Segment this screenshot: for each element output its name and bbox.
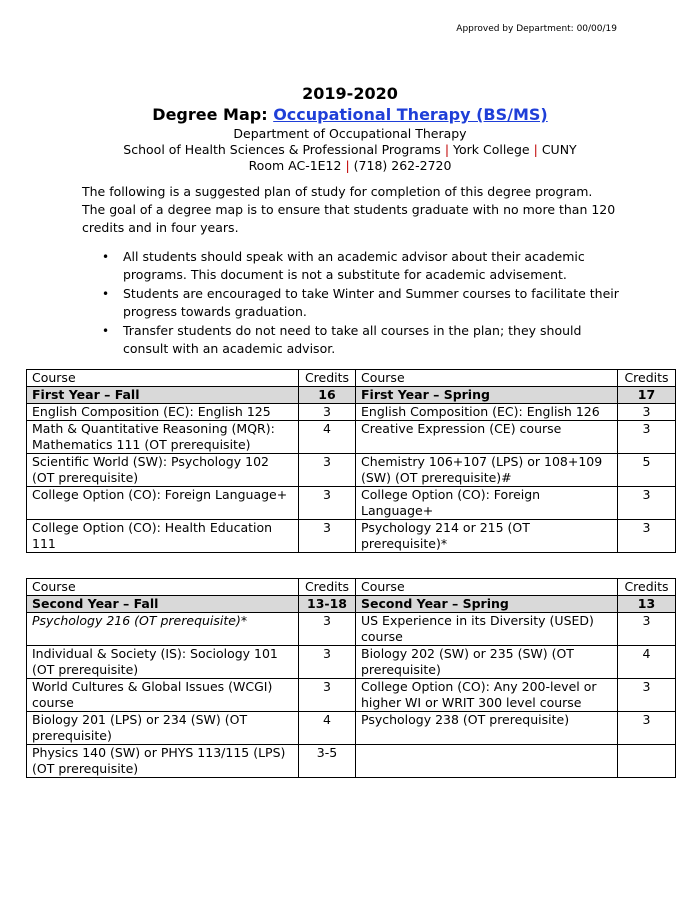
course-cell <box>356 745 618 778</box>
table-row <box>27 646 676 679</box>
course-cell: Biology 202 (SW) or 235 (SW) (OT prerequisite) <box>356 646 618 679</box>
table-header-row <box>27 579 676 596</box>
credits-cell: 3 <box>299 646 356 679</box>
course-cell: Psychology 238 (OT prerequisite) <box>356 712 618 745</box>
course-cell: Chemistry 106+107 (LPS) or 108+109 (SW) (OT prerequisite)# <box>356 454 618 487</box>
credits-cell: 3 <box>299 613 356 646</box>
course-cell: Biology 201 (LPS) or 234 (SW) (OT prerequisite) <box>27 712 299 745</box>
college-name: York College <box>453 142 530 157</box>
credits-cell: 3 <box>618 712 676 745</box>
course-cell: English Composition (EC): English 125 <box>27 404 299 421</box>
program-link[interactable]: Occupational Therapy (BS/MS) <box>273 105 548 124</box>
credits-cell: 3 <box>299 487 356 520</box>
semester-credits: 16 <box>299 387 356 404</box>
credits-cell: 4 <box>618 646 676 679</box>
approval-note: Approved by Department: 00/00/19 <box>456 24 617 34</box>
list-item: • All students should speak with an academic advisor about their academic programs. This document is not a substitute for academic advisement. <box>82 248 622 284</box>
credits-cell: 3-5 <box>299 745 356 778</box>
column-header: Credits <box>618 579 676 596</box>
semester-credits: 13 <box>618 596 676 613</box>
course-cell: College Option (CO): Any 200-level or higher WI or WRIT 300 level course <box>356 679 618 712</box>
document-header <box>0 84 700 174</box>
first-year-table <box>26 369 676 553</box>
title-prefix: Degree Map: <box>152 105 274 124</box>
course-cell: College Option (CO): Foreign Language+ <box>27 487 299 520</box>
separator: | <box>345 158 350 173</box>
credits-cell: 3 <box>618 679 676 712</box>
semester-credits: 13-18 <box>299 596 356 613</box>
column-header: Credits <box>299 370 356 387</box>
phone-number: (718) 262-2720 <box>353 158 452 173</box>
column-header: Course <box>27 370 299 387</box>
school-name: School of Health Sciences & Professional Programs <box>123 142 441 157</box>
course-cell: Physics 140 (SW) or PHYS 113/115 (LPS) (OT prerequisite) <box>27 745 299 778</box>
table-row <box>27 404 676 421</box>
table-row <box>27 421 676 454</box>
credits-cell: 4 <box>299 712 356 745</box>
column-header: Credits <box>618 370 676 387</box>
credits-cell: 3 <box>618 404 676 421</box>
semester-credits: 17 <box>618 387 676 404</box>
course-cell: Creative Expression (CE) course <box>356 421 618 454</box>
table-row <box>27 487 676 520</box>
system-name: CUNY <box>541 142 577 157</box>
course-cell: Math & Quantitative Reasoning (MQR): Mathematics 111 (OT prerequisite) <box>27 421 299 454</box>
table-row <box>27 679 676 712</box>
semester-row <box>27 387 676 404</box>
page-title <box>0 104 700 126</box>
course-cell: College Option (CO): Foreign Language+ <box>356 487 618 520</box>
credits-cell: 5 <box>618 454 676 487</box>
table-header-row <box>27 370 676 387</box>
list-item: • Students are encouraged to take Winter and Summer courses to facilitate their progress towards graduation. <box>82 285 622 321</box>
credits-cell: 3 <box>299 454 356 487</box>
table-row <box>27 520 676 553</box>
credits-cell: 3 <box>299 520 356 553</box>
table-row <box>27 454 676 487</box>
semester-label: First Year – Fall <box>27 387 299 404</box>
intro-paragraph: The following is a suggested plan of study for completion of this degree program. The goal of a degree map is to ensure that students graduate with no more than 120 credits and in four years. <box>82 184 616 235</box>
column-header: Course <box>356 370 618 387</box>
credits-cell: 3 <box>618 421 676 454</box>
credits-cell: 3 <box>618 613 676 646</box>
course-cell: College Option (CO): Health Education 111 <box>27 520 299 553</box>
course-cell: Scientific World (SW): Psychology 102 (OT prerequisite) <box>27 454 299 487</box>
credits-cell <box>618 745 676 778</box>
column-header: Course <box>27 579 299 596</box>
separator: | <box>533 142 538 157</box>
list-item: • Transfer students do not need to take all courses in the plan; they should consult with an academic advisor. <box>82 322 622 358</box>
course-cell: English Composition (EC): English 126 <box>356 404 618 421</box>
credits-cell: 4 <box>299 421 356 454</box>
semester-label: First Year – Spring <box>356 387 618 404</box>
course-cell: Psychology 214 or 215 (OT prerequisite)* <box>356 520 618 553</box>
table-row <box>27 745 676 778</box>
credits-cell: 3 <box>618 487 676 520</box>
table-row <box>27 613 676 646</box>
separator: | <box>444 142 450 157</box>
course-cell: Psychology 216 (OT prerequisite)* <box>27 613 299 646</box>
second-year-table <box>26 578 676 778</box>
course-cell: US Experience in its Diversity (USED) course <box>356 613 618 646</box>
academic-year: 2019-2020 <box>302 84 398 103</box>
room-number: Room AC-1E12 <box>248 158 342 173</box>
table-row <box>27 712 676 745</box>
column-header: Credits <box>299 579 356 596</box>
course-cell: Individual & Society (IS): Sociology 101 (OT prerequisite) <box>27 646 299 679</box>
semester-label: Second Year – Spring <box>356 596 618 613</box>
credits-cell: 3 <box>299 404 356 421</box>
guidance-list <box>82 248 622 359</box>
semester-label: Second Year – Fall <box>27 596 299 613</box>
school-line <box>0 142 700 158</box>
column-header: Course <box>356 579 618 596</box>
semester-row <box>27 596 676 613</box>
credits-cell: 3 <box>618 520 676 553</box>
department-name: Department of Occupational Therapy <box>233 126 467 141</box>
contact-line <box>0 158 700 174</box>
course-cell: World Cultures & Global Issues (WCGI) course <box>27 679 299 712</box>
credits-cell: 3 <box>299 679 356 712</box>
